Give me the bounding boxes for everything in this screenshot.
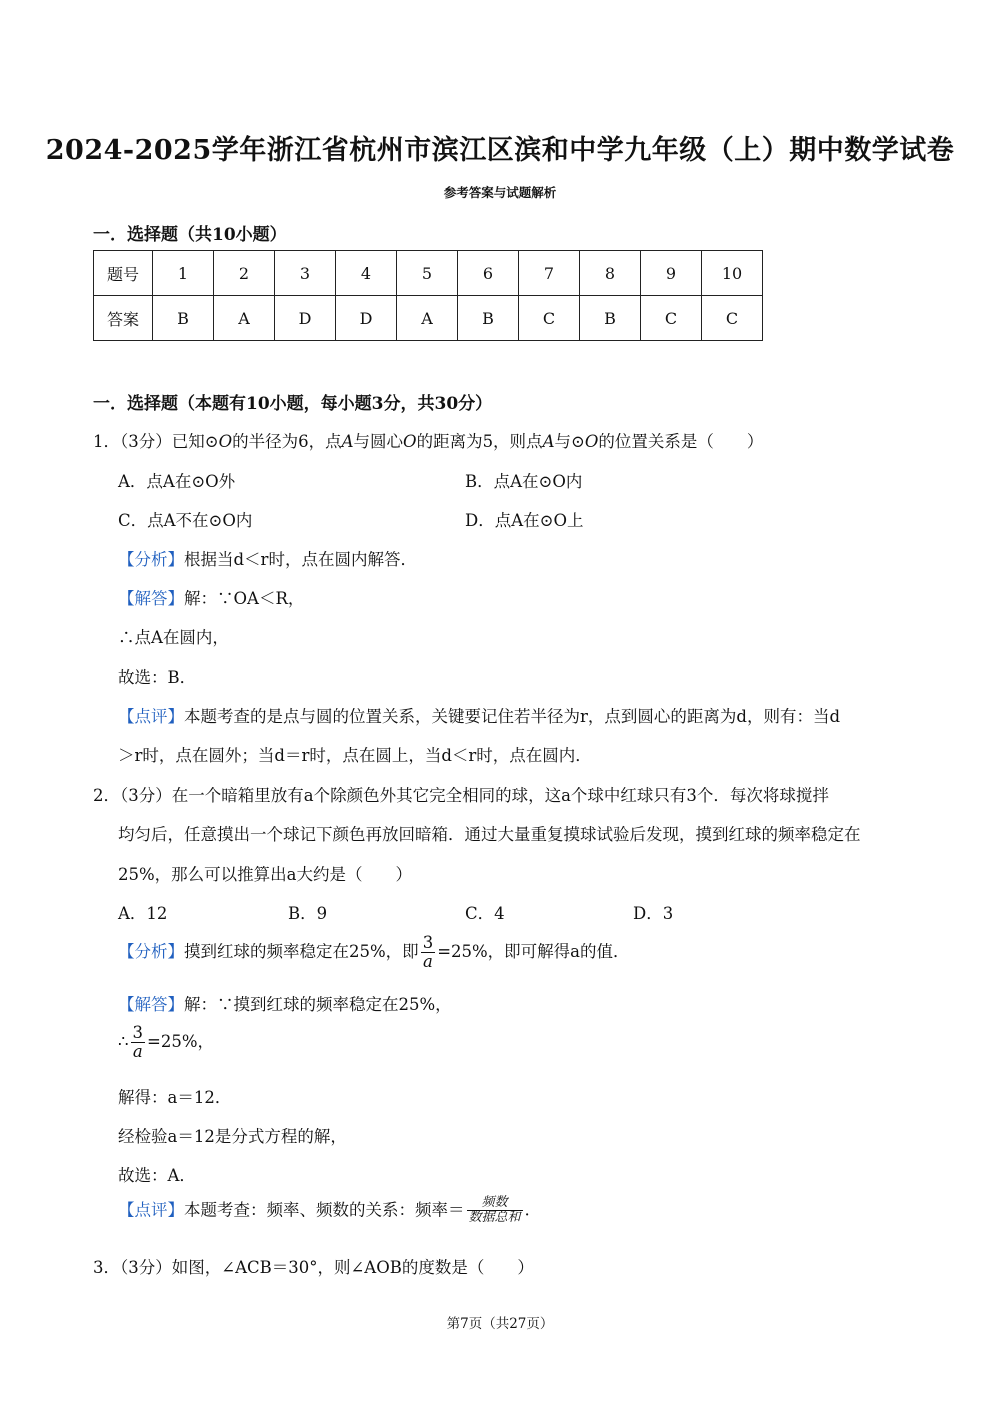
- question-number: 1: [153, 251, 214, 296]
- answer-cell: C: [641, 296, 702, 341]
- q2-analysis: 【分析】摸到红球的频率稳定在25%，即 $\frac{3}{a}$ =25%，即可解得a的值．: [118, 933, 630, 972]
- q1-solution: 【解答】解：∵OA＜R，: [118, 589, 305, 608]
- answer-cell: D: [275, 296, 336, 341]
- page-footer: 第7页（共27页）: [446, 1316, 554, 1332]
- analysis-tag: 【分析】: [118, 942, 184, 962]
- q2-step: ∴ $\frac{3}{a}$ =25%，: [118, 1023, 214, 1062]
- q2-prompt-cont: 25%，那么可以推算出a大约是（ ）: [118, 865, 413, 884]
- fraction: $\frac{\text{频数}}{\text{数据总和}}$: [468, 1195, 521, 1226]
- q1-step: 故选：B．: [118, 668, 197, 687]
- q2-solution: 【解答】解：∵摸到红球的频率稳定在25%，: [118, 995, 452, 1014]
- answer-cell: C: [519, 296, 580, 341]
- question-number: 3: [275, 251, 336, 296]
- q1-option-c: C．点A不在⊙O内: [118, 511, 253, 530]
- fraction: $\frac{3}{a}$: [132, 1023, 143, 1062]
- answer-cell: C: [702, 296, 763, 341]
- row-label: 题号: [94, 251, 153, 296]
- answer-cell: D: [336, 296, 397, 341]
- answer-cell: B: [458, 296, 519, 341]
- page-subtitle: 参考答案与试题解析: [443, 185, 557, 200]
- page-title: 2024-2025学年浙江省杭州市滨江区滨和中学九年级（上）期中数学试卷: [45, 135, 955, 166]
- q1-comment: 【点评】本题考查的是点与圆的位置关系，关键要记住若半径为r，点到圆心的距离为d，则有：当d: [118, 707, 841, 726]
- q1-option-a: A．点A在⊙O外: [118, 472, 236, 491]
- table-row: [94, 251, 763, 296]
- answer-table: [93, 250, 763, 341]
- row-label: 答案: [94, 296, 153, 341]
- solution-tag: 【解答】: [118, 589, 184, 608]
- q1-analysis: 【分析】根据当d＜r时，点在圆内解答．: [118, 550, 417, 569]
- answer-cell: A: [397, 296, 458, 341]
- answer-cell: B: [153, 296, 214, 341]
- comment-tag: 【点评】: [118, 707, 184, 726]
- q2-comment: 【点评】本题考查：频率、频数的关系：频率＝ $\frac{\text{频数}}{\text{数据总和}}$ .: [118, 1195, 530, 1226]
- q1-comment-cont: ＞r时，点在圆外；当d＝r时，点在圆上，当d＜r时，点在圆内．: [118, 746, 592, 765]
- question-number: 7: [519, 251, 580, 296]
- solution-tag: 【解答】: [118, 995, 184, 1014]
- answer-cell: B: [580, 296, 641, 341]
- question-number: 5: [397, 251, 458, 296]
- q2-prompt: 2．（3分）在一个暗箱里放有a个除颜色外其它完全相同的球，这a个球中红球只有3个．每次将球搅拌: [93, 786, 829, 805]
- answer-cell: A: [214, 296, 275, 341]
- q2-step: 故选：A．: [118, 1166, 196, 1185]
- q3-prompt: 3．（3分）如图，∠ACB＝30°，则∠AOB的度数是（ ）: [93, 1258, 534, 1277]
- question-number: 6: [458, 251, 519, 296]
- question-number: 4: [336, 251, 397, 296]
- q2-prompt-cont: 均匀后，任意摸出一个球记下颜色再放回暗箱．通过大量重复摸球试验后发现，摸到红球的频率稳定在: [118, 825, 861, 844]
- question-number: 9: [641, 251, 702, 296]
- fraction: $\frac{3}{a}$: [422, 933, 434, 972]
- analysis-tag: 【分析】: [118, 550, 184, 569]
- q2-option-d: D．3: [633, 904, 674, 923]
- question-number: 10: [702, 251, 763, 296]
- q1-prompt: 1．（3分）已知⊙O的半径为6，点A与圆心O的距离为5，则点A与⊙O的位置关系是（ ）: [93, 432, 764, 451]
- comment-tag: 【点评】: [118, 1200, 184, 1220]
- q2-option-b: B．9: [288, 904, 328, 923]
- q2-step: 经检验a＝12是分式方程的解，: [118, 1127, 347, 1146]
- q2-step: 解得：a＝12．: [118, 1088, 232, 1107]
- question-number: 2: [214, 251, 275, 296]
- q1-step: ∴点A在圆内，: [118, 628, 229, 647]
- q1-option-d: D．点A在⊙O上: [465, 511, 584, 530]
- question-number: 8: [580, 251, 641, 296]
- q2-option-c: C．4: [465, 904, 505, 923]
- q1-option-b: B．点A在⊙O内: [465, 472, 583, 491]
- section-heading: 一．选择题（本题有10小题，每小题3分，共30分）: [93, 394, 493, 414]
- table-row: [94, 296, 763, 341]
- answer-section-heading: 一．选择题（共10小题）: [93, 225, 287, 245]
- q2-option-a: A．12: [118, 904, 168, 923]
